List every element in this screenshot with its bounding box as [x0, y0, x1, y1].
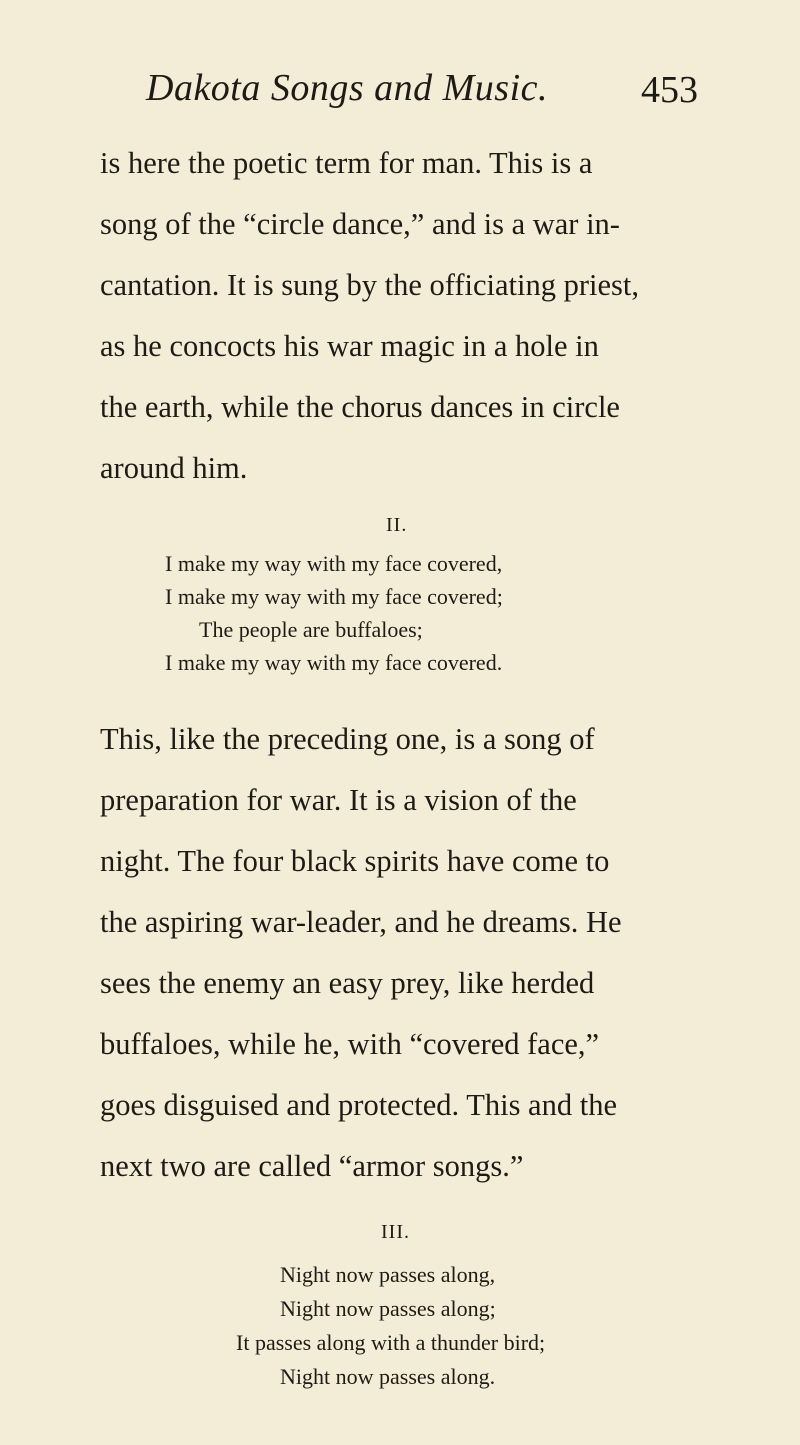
text-line: night. The four black spirits have come to: [100, 844, 610, 878]
verse-line: I make my way with my face covered,: [165, 551, 503, 576]
text-line: goes disguised and protected. This and the: [100, 1088, 617, 1122]
running-title: Dakota Songs and Music.: [146, 67, 549, 109]
text-line: song of the “circle dance,” and is a war in-: [100, 207, 620, 241]
text-line: the earth, while the chorus dances in circle: [100, 390, 620, 424]
verse-line: Night now passes along;: [280, 1296, 496, 1321]
page-number: 453: [641, 69, 698, 111]
song-2-numeral: II.: [386, 514, 408, 536]
verse-line: It passes along with a thunder bird;: [236, 1330, 546, 1355]
text-line: is here the poetic term for man. This is a: [100, 146, 593, 180]
text-line: around him.: [100, 451, 248, 485]
text-line: cantation. It is sung by the officiating priest,: [100, 268, 640, 302]
text-line: buffaloes, while he, with “covered face,”: [100, 1027, 600, 1061]
text-line: next two are called “armor songs.”: [100, 1149, 524, 1183]
text-line: preparation for war. It is a vision of the: [100, 783, 577, 817]
text-line: the aspiring war-leader, and he dreams. He: [100, 905, 622, 939]
text-line: This, like the preceding one, is a song of: [100, 722, 595, 756]
text-line: as he concocts his war magic in a hole in: [100, 329, 599, 363]
verse-line: I make my way with my face covered;: [165, 584, 503, 609]
text-line: sees the enemy an easy prey, like herded: [100, 966, 595, 1000]
verse-line: The people are buffaloes;: [199, 617, 423, 642]
song-3-numeral: III.: [381, 1221, 410, 1243]
verse-line: Night now passes along.: [280, 1364, 496, 1389]
verse-line: I make my way with my face covered.: [165, 650, 503, 675]
running-head: [0, 66, 800, 116]
verse-line: Night now passes along,: [280, 1262, 496, 1287]
